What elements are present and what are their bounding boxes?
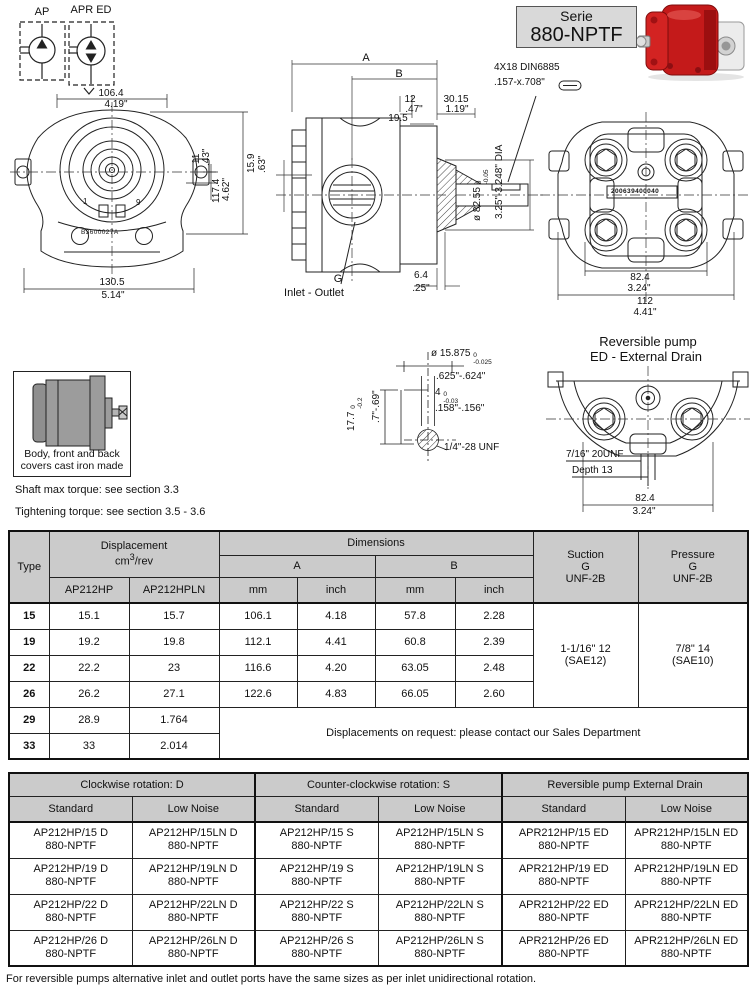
sub-header: Standard	[255, 796, 378, 822]
dim-shaft-mm: 30.15	[443, 94, 469, 105]
col-header-suction: Suction G UNF-2B	[533, 531, 638, 603]
dim-a-letter: A	[362, 52, 370, 64]
order-cell: AP212HP/22 S 880-NPTF	[255, 894, 378, 930]
cell: 26.2	[49, 681, 129, 707]
symbol-ap-label: AP	[34, 6, 50, 18]
order-cell: AP212HP/26 D 880-NPTF	[9, 930, 132, 966]
col-header-type: Type	[9, 531, 49, 603]
order-cell: APR212HP/19LN ED 880-NPTF	[625, 858, 748, 894]
order-cell: AP212HP/22LN S 880-NPTF	[378, 894, 502, 930]
order-cell: AP212HP/15LN D 880-NPTF	[132, 822, 255, 858]
cell: 112.1	[219, 629, 297, 655]
order-cell: APR212HP/19 ED 880-NPTF	[502, 858, 625, 894]
order-cell: AP212HP/19LN D 880-NPTF	[132, 858, 255, 894]
front-port-mark-left: 1	[83, 197, 88, 206]
dim-shaft-in: 1.19"	[445, 104, 469, 115]
materials-note-line1: Body, front and back	[24, 448, 120, 460]
cell: 63.05	[375, 655, 455, 681]
pump-product-image	[638, 0, 751, 82]
order-cell: AP212HP/19 S 880-NPTF	[255, 858, 378, 894]
cell-type: 33	[9, 733, 49, 759]
cell: 19.2	[49, 629, 129, 655]
table-row	[9, 894, 748, 930]
col-header-a-mm: mm	[219, 577, 297, 603]
cell: 23	[129, 655, 219, 681]
front-part-number: B3600027A	[81, 229, 119, 236]
reversible-title-line1: Reversible pump	[599, 334, 697, 349]
key-note-line1: 4X18 DIN6885	[494, 62, 560, 73]
order-cell: APR212HP/15 ED 880-NPTF	[502, 822, 625, 858]
sub-header: Low Noise	[132, 796, 255, 822]
key-note-line2: .157-x.708"	[494, 77, 545, 88]
cell-suction-size: 1-1/16" 12 (SAE12)	[533, 603, 638, 707]
tightening-torque-note: Tightening torque: see section 3.5 - 3.6	[15, 506, 206, 518]
order-cell: AP212HP/15 S 880-NPTF	[255, 822, 378, 858]
table-row	[9, 930, 748, 966]
cell: 4.18	[297, 603, 375, 629]
order-cell: AP212HP/26 S 880-NPTF	[255, 930, 378, 966]
cell: 19.8	[129, 629, 219, 655]
cell: 22.2	[49, 655, 129, 681]
cell: 2.014	[129, 733, 219, 759]
col-header-a: A	[219, 555, 375, 577]
order-cell: AP212HP/19 D 880-NPTF	[9, 858, 132, 894]
cell: 57.8	[375, 603, 455, 629]
group-header-row	[9, 773, 748, 796]
side-view-drawing	[292, 81, 581, 284]
dim-b-letter: B	[395, 68, 403, 80]
series-label: Serie	[560, 8, 593, 24]
dim-reversible-ports-mm: 82.4	[635, 493, 655, 504]
order-cell: APR212HP/26LN ED 880-NPTF	[625, 930, 748, 966]
cell: 4.20	[297, 655, 375, 681]
shaft-depth-label: 17.7 0 -0.2	[346, 397, 364, 431]
order-cell: AP212HP/22LN D 880-NPTF	[132, 894, 255, 930]
order-cell: AP212HP/26LN D 880-NPTF	[132, 930, 255, 966]
dim-reversible-ports-in: 3.24"	[632, 506, 656, 517]
back-part-number: 200639400040	[611, 188, 660, 195]
sub-header: Standard	[502, 796, 625, 822]
group-header-reversible: Reversible pump External Drain	[502, 773, 748, 796]
footer-note: For reversible pumps alternative inlet and outlet ports have the same sizes as per inlet unidirectional rotation.	[6, 973, 537, 985]
dim-front-width-in: 4.19"	[104, 99, 128, 110]
dim-back-ports-in: 3.24"	[627, 283, 651, 294]
cell-type: 29	[9, 707, 49, 733]
dim-back-ports-mm: 82.4	[630, 272, 650, 283]
inlet-outlet-label: Inlet - Outlet	[284, 287, 344, 299]
order-cell: APR212HP/22LN ED 880-NPTF	[625, 894, 748, 930]
table-row	[9, 858, 748, 894]
dim-front-width-mm: 106.4	[98, 88, 124, 99]
ordering-table	[8, 772, 749, 967]
dim-front-height-in: 4.62"	[221, 177, 232, 201]
front-port-mark-right: 9	[136, 198, 141, 207]
specs-table	[8, 530, 749, 760]
col-header-dimensions: Dimensions	[219, 531, 533, 555]
order-cell: APR212HP/15LN ED 880-NPTF	[625, 822, 748, 858]
series-name: 880-NPTF	[530, 24, 623, 46]
cell: 66.05	[375, 681, 455, 707]
cell-type: 22	[9, 655, 49, 681]
series-title-box	[516, 6, 637, 48]
dim-pilot-dia: ø 82.55 0 -0.05	[472, 169, 490, 221]
dim-front-base-in: 5.14"	[101, 290, 125, 301]
cell: 106.1	[219, 603, 297, 629]
drain-depth-label: Depth 13	[572, 465, 613, 476]
cell: 27.1	[129, 681, 219, 707]
order-cell: AP212HP/22 D 880-NPTF	[9, 894, 132, 930]
dim-front-height-mm: 117.4	[211, 178, 222, 203]
shaft-dia-label: ø 15.875 0 -0.025	[431, 348, 492, 366]
cell: 4.83	[297, 681, 375, 707]
dim-gap-in: .25"	[412, 283, 430, 294]
reversible-title-line2: ED - External Drain	[590, 349, 702, 364]
group-header-clockwise: Clockwise rotation: D	[9, 773, 255, 796]
dim-front-base-mm: 130.5	[99, 277, 125, 288]
sub-header: Low Noise	[625, 796, 748, 822]
col-header-b-inch: inch	[455, 577, 533, 603]
shaft-torque-note: Shaft max torque: see section 3.3	[15, 484, 179, 496]
sub-header: Low Noise	[378, 796, 502, 822]
cell: 2.28	[455, 603, 533, 629]
order-cell: AP212HP/19LN S 880-NPTF	[378, 858, 502, 894]
cell: 2.39	[455, 629, 533, 655]
shaft-thread-label: 1/4"-28 UNF	[444, 442, 500, 453]
cell-type: 15	[9, 603, 49, 629]
col-header-pressure: Pressure G UNF-2B	[638, 531, 748, 603]
dim-port-offset: 19.5	[388, 113, 408, 124]
cell: 116.6	[219, 655, 297, 681]
order-cell: APR212HP/22 ED 880-NPTF	[502, 894, 625, 930]
header-row-1	[9, 531, 748, 555]
cell-request-note: Displacements on request: please contact our Sales Department	[219, 707, 748, 759]
order-cell: AP212HP/26LN S 880-NPTF	[378, 930, 502, 966]
col-header-displacement: Displacement $cm^3$/rev	[49, 531, 219, 577]
cell-pressure-size: 7/8" 14 (SAE10)	[638, 603, 748, 707]
dim-back-width-mm: 112	[637, 296, 653, 307]
order-cell: APR212HP/26 ED 880-NPTF	[502, 930, 625, 966]
cell: 60.8	[375, 629, 455, 655]
cell: 2.48	[455, 655, 533, 681]
dim-inlet-height-in: .63"	[257, 155, 268, 173]
cell-type: 19	[9, 629, 49, 655]
order-cell: AP212HP/15LN S 880-NPTF	[378, 822, 502, 858]
sub-header: Standard	[9, 796, 132, 822]
dim-gap-mm: 6.4	[414, 270, 428, 281]
dim-front-offset-in: .43"	[201, 148, 212, 166]
dim-inlet-height-mm: 15.9	[246, 153, 257, 173]
group-header-counter-clockwise: Counter-clockwise rotation: S	[255, 773, 502, 796]
shaft-dia-in-label: .625"-.624"	[436, 371, 486, 382]
dim-rear-mm: 12	[404, 94, 416, 105]
table-row	[9, 822, 748, 858]
port-g-label: G	[333, 273, 343, 285]
sub-header-row	[9, 796, 748, 822]
order-cell: AP212HP/15 D 880-NPTF	[9, 822, 132, 858]
cell: 122.6	[219, 681, 297, 707]
shaft-key-in-label: .158"-.156"	[435, 403, 485, 414]
hydraulic-symbol-ap	[20, 22, 65, 80]
cell: 2.60	[455, 681, 533, 707]
shaft-key-label: 4 0 -0.03	[435, 387, 459, 405]
dim-pilot-dia-in: 3.25"-3.248" DIA	[494, 144, 505, 219]
dim-rear-in: .47"	[405, 104, 423, 115]
drain-thread-label: 7/16" 20UNF	[566, 449, 624, 460]
table-row	[9, 707, 748, 733]
shaft-depth-in-label: .7"-.69"	[371, 390, 382, 423]
cell: 15.7	[129, 603, 219, 629]
cell: 1.764	[129, 707, 219, 733]
table-row	[9, 603, 748, 629]
cell: 28.9	[49, 707, 129, 733]
cell-type: 26	[9, 681, 49, 707]
dim-front-offset-mm: 11	[191, 153, 202, 164]
cell: 4.41	[297, 629, 375, 655]
col-header-b-mm: mm	[375, 577, 455, 603]
col-header-a-inch: inch	[297, 577, 375, 603]
dim-back-width-in: 4.41"	[633, 307, 657, 318]
cell: 33	[49, 733, 129, 759]
col-header-b: B	[375, 555, 533, 577]
cell: 15.1	[49, 603, 129, 629]
col-header-hp: AP212HP	[49, 577, 129, 603]
col-header-hpln: AP212HPLN	[129, 577, 219, 603]
materials-note-line2: covers cast iron made	[20, 460, 124, 472]
symbol-apr-ed-label: APR ED	[70, 4, 112, 16]
